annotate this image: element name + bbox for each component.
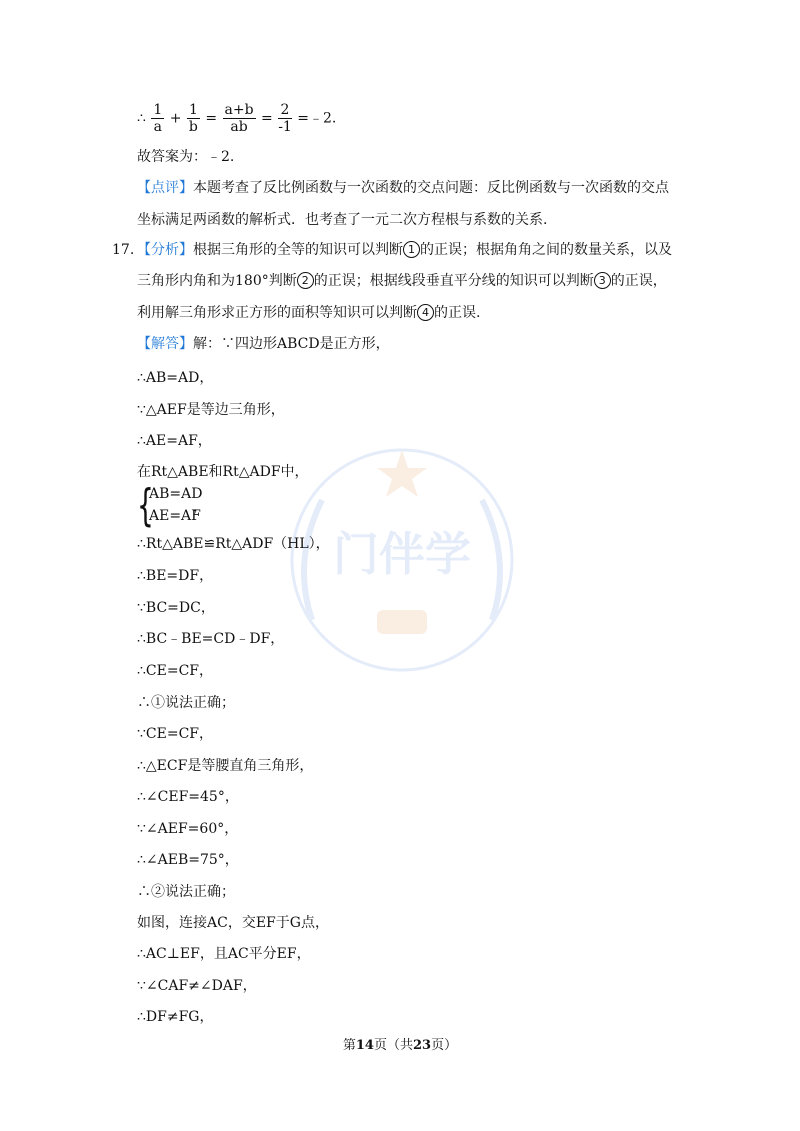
page-footer: 第14页（共23页） <box>342 1038 458 1053</box>
fraction-1-over-a: $\frac{1}{a}$ <box>153 102 163 135</box>
analysis-line-3: 利用解三角形求正方形的面积等知识可以判断 4 的正误. <box>137 305 481 321</box>
solution-tag: 【解答】 <box>137 336 193 352</box>
circled-2: 2 <box>297 272 314 289</box>
solution-step: ∴∠CEF=45°， <box>137 789 239 805</box>
current-page: 14 <box>355 1038 374 1053</box>
answer-line: 故答案为：﹣2. <box>137 149 235 165</box>
circled-1: 1 <box>403 241 420 258</box>
solution-step: ∴BC﹣BE=CD﹣DF， <box>137 631 285 647</box>
fraction-2-over-neg1: $\frac{2}{-1}$ <box>278 102 292 135</box>
solution-step: ∴BE=DF， <box>137 568 214 584</box>
solution-step: ∵BC=DC， <box>137 600 215 616</box>
solution-step: ∴△ECF是等腰直角三角形， <box>137 758 314 774</box>
fraction-1-over-b: $\frac{1}{b}$ <box>188 102 198 135</box>
left-brace-icon: { <box>137 480 154 531</box>
circled-3: 3 <box>594 272 611 289</box>
watermark-logo <box>282 440 522 680</box>
total-pages: 23 <box>413 1038 432 1053</box>
solution-step: ∴AE=AF， <box>137 433 212 449</box>
solution-step: ∴CE=CF， <box>137 663 213 679</box>
solution-step: ∵CE=CF， <box>137 726 213 742</box>
circled-4: 4 <box>417 304 434 321</box>
solution-step: ∴①说法正确； <box>137 695 235 711</box>
solution-step: ∵∠AEF=60°， <box>137 821 239 837</box>
solution-step: ∴AB=AD， <box>137 370 214 386</box>
solution-step: ∴DF≠FG， <box>137 1009 214 1025</box>
solution-step: ∴AC⊥EF，且AC平分EF， <box>137 946 311 962</box>
watermark-text: 门伴学 <box>333 527 471 581</box>
analysis-tag: 【分析】 <box>137 242 193 258</box>
solution-step: ∵△AEF是等边三角形， <box>137 402 285 418</box>
solution-step: ∴Rt△ABE≌Rt△ADF（HL）， <box>137 536 330 552</box>
solution-step: 如图，连接AC，交EF于G点， <box>137 915 329 931</box>
solution-step: ∵∠CAF≠∠DAF， <box>137 978 257 994</box>
solution-step: ∴∠AEB=75°， <box>137 852 239 868</box>
comment-line-2: 坐标满足两函数的解析式．也考查了一元二次方程根与系数的关系. <box>137 212 548 228</box>
solution-step: 在Rt△ABE和Rt△ADF中， <box>137 464 309 480</box>
problem-number: 17. <box>112 242 135 258</box>
comment-line-1: 【点评】本题考查了反比例函数与一次函数的交点问题：反比例函数与一次函数的交点 <box>137 180 669 196</box>
solution-step: ∴②说法正确； <box>137 884 235 900</box>
fraction-equation: ∴ $\frac{1}{a}$ + $\frac{1}{b}$ = $\frac{a+b}{ab}$ = $\frac{2}{-1}$ =﹣2. <box>137 102 337 135</box>
fraction-apb-over-ab: $\frac{a+b}{ab}$ <box>224 102 254 135</box>
solution-first-line: 【解答】解：∵四边形ABCD是正方形， <box>137 336 390 352</box>
comment-tag: 【点评】 <box>137 180 193 196</box>
analysis-line-1: 【分析】根据三角形的全等的知识可以判断 1 的正误；根据角角之间的数量关系，以及 <box>137 242 672 258</box>
analysis-line-2: 三角形内角和为180°判断 2 的正误；根据线段垂直平分线的知识可以判断 3 的正误， <box>137 273 667 289</box>
